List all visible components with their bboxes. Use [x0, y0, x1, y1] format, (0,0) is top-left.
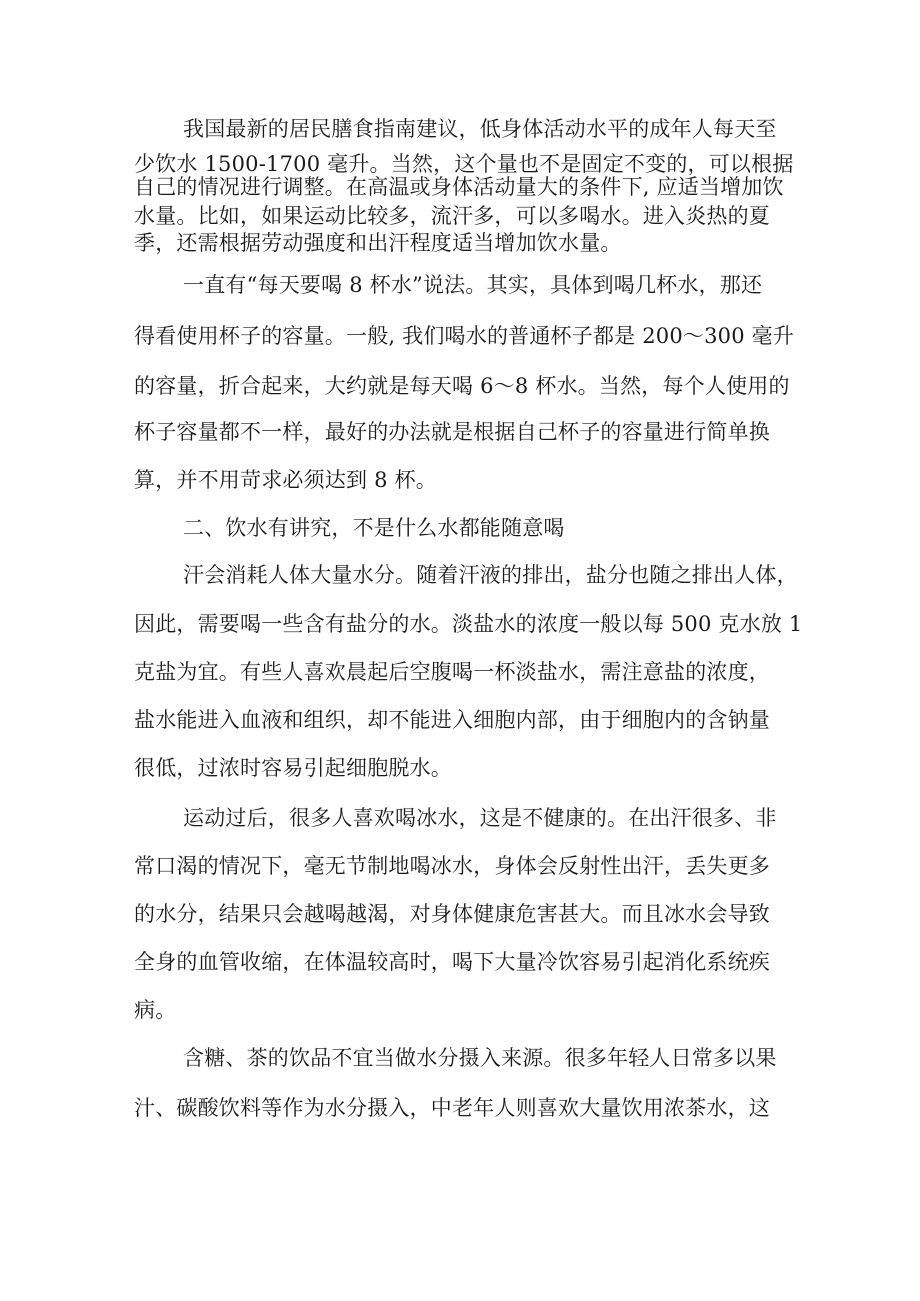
paragraph-1-line-1: 我国最新的居民膳食指南建议，低身体活动水平的成年人每天至 [183, 117, 777, 141]
paragraph-3-line-5: 很低，过浓时容易引起细胞脱水。 [134, 756, 452, 780]
paragraph-2-line-3: 的容量，折合起来，大约就是每天喝 6～8 杯水。当然，每个人使用的 [134, 374, 790, 398]
paragraph-2-line-1: 一直有“每天要喝 8 杯水”说法。其实，具体到喝几杯水，那还 [183, 273, 763, 297]
paragraph-1-line-5: 季，还需根据劳动强度和出汗程度适当增加饮水量。 [134, 231, 622, 255]
paragraph-2-line-2: 得看使用杯子的容量。一般, 我们喝水的普通杯子都是 200～300 毫升 [134, 324, 795, 348]
paragraph-3-line-1: 汗会消耗人体大量水分。随着汗液的排出，盐分也随之排出人体， [183, 563, 798, 587]
paragraph-4-line-4: 全身的血管收缩，在体温较高时，喝下大量冷饮容易引起消化系统疾 [134, 950, 770, 974]
paragraph-2-line-4: 杯子容量都不一样，最好的办法就是根据自己杯子的容量进行简单换 [134, 420, 770, 444]
paragraph-1-line-3: 自己的情况进行调整。在高温或身体活动量大的条件下, 应适当增加饮 [134, 175, 784, 199]
paragraph-3-line-4: 盐水能进入血液和组织，却不能进入细胞内部，由于细胞内的含钠量 [134, 708, 770, 732]
paragraph-4-line-2: 常口渴的情况下，毫无节制地喝冰水，身体会反射性出汗，丢失更多 [134, 854, 770, 878]
paragraph-2-line-5: 算，并不用苛求必须达到 8 杯。 [134, 468, 437, 492]
paragraph-4-line-3: 的水分，结果只会越喝越渴，对身体健康危害甚大。而且冰水会导致 [134, 902, 770, 926]
paragraph-1-line-4: 水量。比如，如果运动比较多，流汗多，可以多喝水。进入炎热的夏 [134, 204, 770, 228]
paragraph-5-line-1: 含糖、茶的饮品不宜当做水分摄入来源。很多年轻人日常多以果 [183, 1046, 777, 1070]
paragraph-5-line-2: 汁、碳酸饮料等作为水分摄入，中老年人则喜欢大量饮用浓茶水，这 [134, 1096, 770, 1120]
paragraph-3-line-3: 克盐为宜。有些人喜欢晨起后空腹喝一杯淡盐水，需注意盐的浓度， [134, 660, 770, 684]
paragraph-4-line-5: 病。 [134, 998, 177, 1022]
paragraph-1-line-2: 少饮水 1500-1700 毫升。当然，这个量也不是固定不变的，可以根据 [134, 152, 794, 176]
paragraph-3-line-2: 因此，需要喝一些含有盐分的水。淡盐水的浓度一般以每 500 克水放 1 [134, 612, 803, 636]
section-heading: 二、饮水有讲究，不是什么水都能随意喝 [183, 516, 565, 540]
paragraph-4-line-1: 运动过后，很多人喜欢喝冰水，这是不健康的。在出汗很多、非 [183, 806, 777, 830]
